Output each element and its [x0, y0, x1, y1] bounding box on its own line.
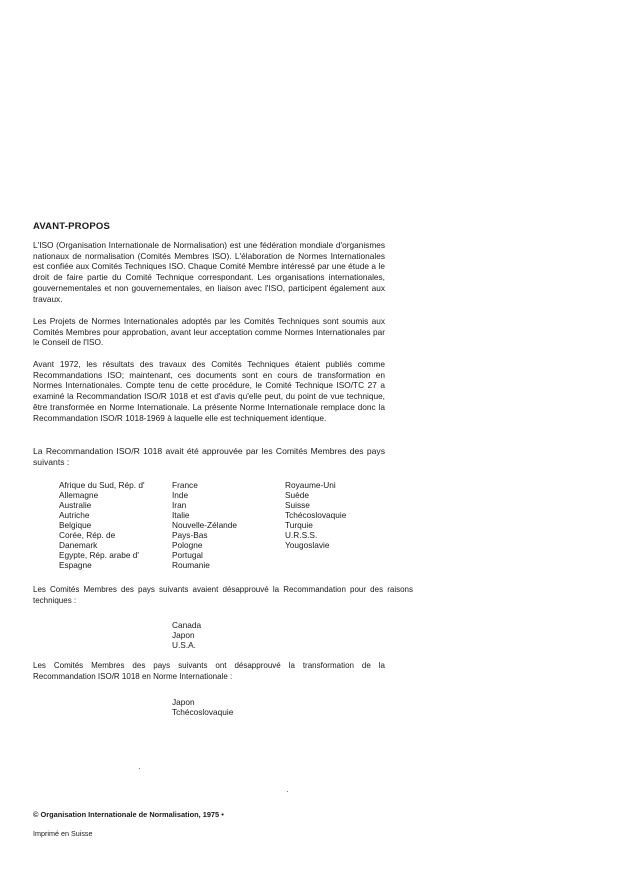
- country-item: Belgique: [59, 520, 92, 530]
- country-item: Iran: [172, 500, 187, 510]
- country-item: U.S.A.: [172, 640, 196, 650]
- country-item: U.R.S.S.: [285, 530, 318, 540]
- approved-intro-paragraph: La Recommandation ISO/R 1018 avait été approuvée par les Comités Membres des pays suivants :: [33, 446, 385, 467]
- country-item: Canada: [172, 620, 202, 630]
- country-item: Nouvelle-Zélande: [172, 520, 238, 530]
- country-item: Italie: [172, 510, 190, 520]
- printed-in-notice: Imprimé en Suisse: [33, 829, 93, 838]
- country-item: Allemagne: [59, 490, 99, 500]
- country-item: Suède: [285, 490, 309, 500]
- country-item: Egypte, Rép. arabe d': [59, 550, 139, 560]
- country-item: Autriche: [59, 510, 90, 520]
- history-paragraph: Avant 1972, les résultats des travaux des Comités Techniques étaient publiés comme Recommandations ISO; maintenant, ces documents sont en cours de transformation en Normes Internationales. Compte tenu de cette procédure, le Comité Technique ISO/TC 27 a examiné la Recommandation ISO/R 1018 et est d'avis qu'elle peut, du point de vue technique, être transformée en Norme Internationale. La présente Norme Internationale remplace donc la Recommandation ISO/R 1018-1969 à laquelle elle est techniquement identique.: [33, 359, 385, 423]
- country-item: Australie: [59, 500, 92, 510]
- country-item: Japon: [172, 630, 195, 640]
- disapproved-transformation-list: [172, 697, 233, 717]
- disapproved-recommendation-paragraph: Les Comités Membres des pays suivants avaient désapprouvé la Recommandation pour des raisons techniques :: [33, 585, 413, 605]
- country-item: Suisse: [285, 500, 310, 510]
- projects-paragraph: Les Projets de Normes Internationales adoptés par les Comités Techniques sont soumis aux Comités Membres pour approbation, avant leur acceptation comme Normes Internationales par le Conseil de l'ISO.: [33, 316, 385, 348]
- country-item: Yougoslavie: [285, 540, 330, 550]
- country-item: Pologne: [172, 540, 203, 550]
- country-item: Portugal: [172, 550, 203, 560]
- country-item: Tchécoslovaquie: [285, 510, 347, 520]
- country-item: Turquie: [285, 520, 313, 530]
- scan-speck: [139, 768, 140, 769]
- approving-countries-column-2: [172, 480, 237, 570]
- country-item: Afrique du Sud, Rép. d': [59, 480, 145, 490]
- country-item: France: [172, 480, 198, 490]
- disapproved-recommendation-list: [172, 620, 201, 650]
- country-item: Tchécoslovaquie: [172, 707, 234, 717]
- approving-countries-column-3: [285, 480, 346, 550]
- disapproved-transformation-paragraph: Les Comités Membres des pays suivants ont désapprouvé la transformation de la Recommandation ISO/R 1018 en Norme Internationale :: [33, 661, 385, 681]
- country-item: Japon: [172, 697, 195, 707]
- country-item: Corée, Rép. de: [59, 530, 116, 540]
- country-item: Espagne: [59, 560, 92, 570]
- copyright-notice: © Organisation Internationale de Normalisation, 1975 •: [33, 810, 224, 819]
- scan-speck: [287, 791, 288, 792]
- approving-countries-column-1: [59, 480, 145, 570]
- country-item: Roumanie: [172, 560, 210, 570]
- country-item: Inde: [172, 490, 189, 500]
- country-item: Pays-Bas: [172, 530, 208, 540]
- country-item: Royaume-Uni: [285, 480, 336, 490]
- foreword-heading: AVANT-PROPOS: [33, 221, 110, 232]
- intro-paragraph: L'ISO (Organisation Internationale de Normalisation) est une fédération mondiale d'organismes nationaux de normalisation (Comités Membres ISO). L'élaboration de Normes Internationales est confiée aux Comités Techniques ISO. Chaque Comité Membre intéressé par une étude a le droit de faire partie du Comité Technique correspondant. Les organisations internationales, gouvernementales et non gouvernementales, en liaison avec l'ISO, participent également aux travaux.: [33, 240, 385, 304]
- country-item: Danemark: [59, 540, 98, 550]
